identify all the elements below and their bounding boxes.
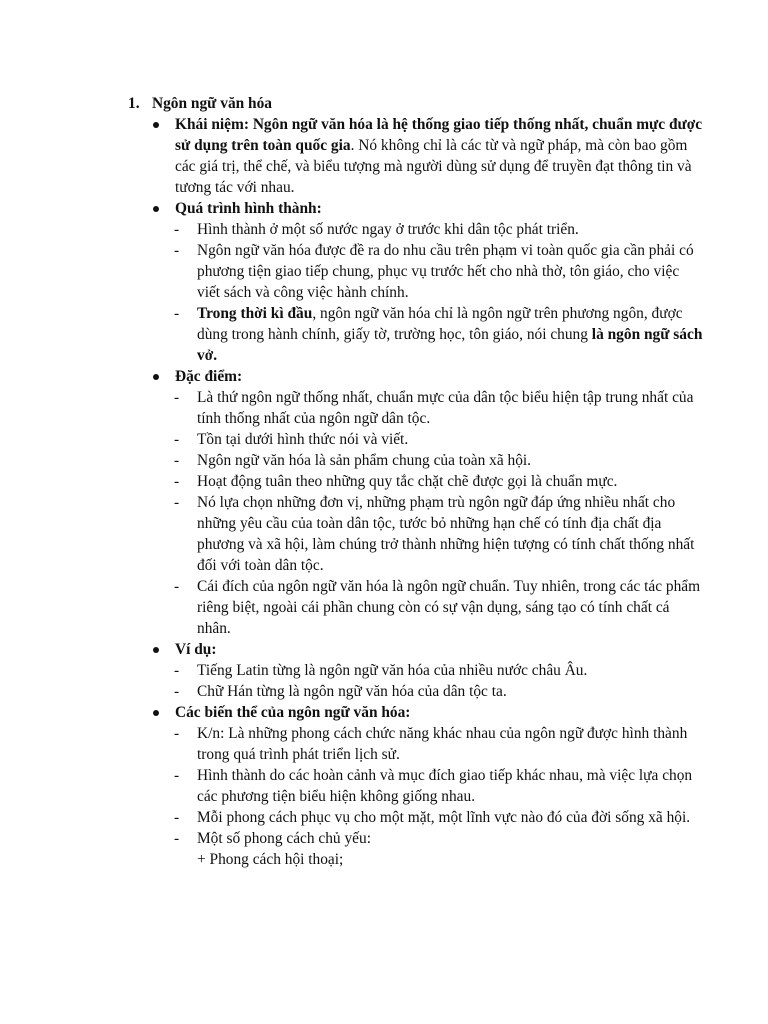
document-body	[175, 114, 705, 870]
list-item	[175, 807, 705, 828]
list-item	[175, 660, 705, 681]
list-item	[175, 765, 705, 807]
list-item	[175, 219, 705, 240]
variants-list	[175, 723, 705, 870]
list-item-text: Hình thành do các hoàn cảnh và mục đích giao tiếp khác nhau, mà việc lựa chọn các phương tiện biểu hiện không giống nhau.	[197, 767, 693, 805]
formation-list	[175, 219, 705, 366]
dash-marker: -	[174, 767, 180, 784]
bullet-characteristics	[175, 366, 705, 387]
list-item-text: Hoạt động tuân theo những quy tắc chặt chẽ được gọi là chuẩn mực.	[197, 473, 618, 490]
list-item	[175, 828, 705, 870]
bullet-formation	[175, 198, 705, 219]
dash-marker: -	[174, 494, 180, 511]
dash-marker: -	[174, 473, 180, 490]
list-item-bold-prefix: Trong thời kì đầu	[197, 305, 313, 322]
variants-label: Các biến thể của ngôn ngữ văn hóa:	[175, 704, 411, 721]
list-item	[175, 387, 705, 429]
dash-marker: -	[174, 431, 180, 448]
definition-label: Khái niệm:	[175, 116, 249, 133]
dash-marker: -	[174, 662, 180, 679]
bullet-definition	[175, 114, 705, 198]
heading-title: Ngôn ngữ văn hóa	[152, 95, 272, 112]
list-item	[175, 240, 705, 303]
list-item	[175, 681, 705, 702]
list-item-bold-suffix: là ngôn ngữ sách vở.	[197, 326, 703, 364]
heading-number: 1.	[128, 95, 140, 112]
examples-label: Ví dụ:	[175, 641, 217, 658]
list-item-text: , ngôn ngữ văn hóa chỉ là ngôn ngữ trên phương ngôn, được dùng trong hành chính, giấy tờ, trường học, tôn giáo, nói chung	[197, 305, 683, 343]
list-item	[175, 576, 705, 639]
bullet-icon	[153, 122, 159, 128]
dash-marker: -	[174, 725, 180, 742]
definition-bold-text: Ngôn ngữ văn hóa là hệ thống giao tiếp thống nhất, chuẩn mực được sử dụng trên toàn quốc gia	[175, 116, 703, 154]
dash-marker: -	[174, 452, 180, 469]
list-item-text: Tiếng Latin từng là ngôn ngữ văn hóa của nhiều nước châu Âu.	[197, 662, 588, 679]
examples-list	[175, 660, 705, 702]
list-item-text: Cái đích của ngôn ngữ văn hóa là ngôn ngữ chuẩn. Tuy nhiên, trong các tác phẩm riêng biệt, ngoài cái phần chung còn có sự vận dụng, sáng tạo có tính chất cá nhân.	[197, 578, 701, 637]
definition-text: . Nó không chỉ là các từ và ngữ pháp, mà còn bao gồm các giá trị, thể chế, và biểu tượng mà người dùng sử dụng để truyền đạt thông tin và tương tác với nhau.	[175, 137, 692, 196]
list-item	[175, 303, 705, 366]
list-item	[175, 471, 705, 492]
definition-paragraph	[175, 114, 705, 198]
list-item-text: Ngôn ngữ văn hóa là sản phẩm chung của toàn xã hội.	[197, 452, 532, 469]
list-item-text: Ngôn ngữ văn hóa được đề ra do nhu cầu trên phạm vi toàn quốc gia cần phải có phương tiện giao tiếp chung, phục vụ trước hết cho nhà thờ, tôn giáo, cho việc viết sách và công việc hành chính.	[197, 242, 694, 301]
list-item	[175, 723, 705, 765]
dash-marker: -	[174, 221, 180, 238]
dash-marker: -	[174, 389, 180, 406]
bullet-icon	[153, 710, 159, 716]
bullet-icon	[153, 647, 159, 653]
dash-marker: -	[174, 242, 180, 259]
list-item-text: Nó lựa chọn những đơn vị, những phạm trù ngôn ngữ đáp ứng nhiều nhất cho những yêu cầu của toàn dân tộc, tước bỏ những hạn chế có tính địa chất địa phương và xã hội, làm chúng trở thành những hiện tượng có tính chất thống nhất đối với toàn dân tộc.	[197, 494, 695, 574]
list-item-subline: + Phong cách hội thoại;	[197, 851, 344, 868]
formation-label: Quá trình hình thành:	[175, 200, 322, 217]
dash-marker: -	[174, 809, 180, 826]
list-item	[175, 450, 705, 471]
characteristics-list	[175, 387, 705, 639]
dash-marker: -	[174, 683, 180, 700]
list-item-text: Hình thành ở một số nước ngay ở trước khi dân tộc phát triển.	[197, 221, 579, 238]
section-heading	[128, 93, 272, 114]
dash-marker: -	[174, 305, 180, 322]
characteristics-label: Đặc điểm:	[175, 368, 243, 385]
list-item	[175, 492, 705, 576]
list-item-text: Một số phong cách chủ yếu:	[197, 830, 371, 847]
list-item-text: Chữ Hán từng là ngôn ngữ văn hóa của dân tộc ta.	[197, 683, 507, 700]
dash-marker: -	[174, 830, 180, 847]
bullet-icon	[153, 374, 159, 380]
dash-marker: -	[174, 578, 180, 595]
list-item-text: Tồn tại dưới hình thức nói và viết.	[197, 431, 409, 448]
list-item	[175, 429, 705, 450]
bullet-icon	[153, 206, 159, 212]
bullet-examples	[175, 639, 705, 660]
list-item-text: Là thứ ngôn ngữ thống nhất, chuẩn mực của dân tộc biểu hiện tập trung nhất của tính thống nhất của ngôn ngữ dân tộc.	[197, 389, 694, 427]
list-item-text: Mỗi phong cách phục vụ cho một mặt, một lĩnh vực nào đó của đời sống xã hội.	[197, 809, 691, 826]
bullet-variants	[175, 702, 705, 723]
list-item-text: K/n: Là những phong cách chức năng khác nhau của ngôn ngữ được hình thành trong quá trình phát triển lịch sử.	[197, 725, 688, 763]
